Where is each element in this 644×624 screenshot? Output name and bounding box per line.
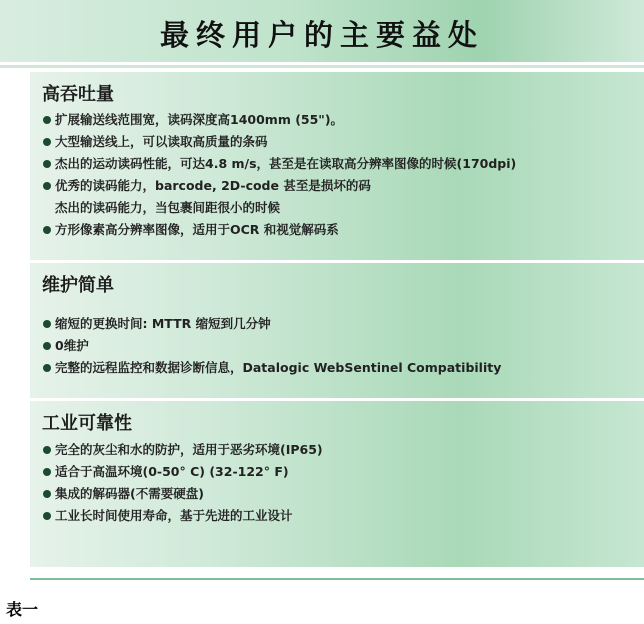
bullet-list: [42, 439, 644, 527]
list-item: 扩展输送线范围宽，读码深度高1400mm (55")。: [42, 109, 644, 131]
section-heading: 工业可靠性: [42, 413, 132, 434]
list-item: 集成的解码器(不需要硬盘): [42, 483, 644, 505]
list-item: 优秀的读码能力，barcode, 2D-code 甚至是损坏的码: [42, 175, 644, 197]
section-heading: 高吞吐量: [42, 84, 114, 105]
bullet-icon: [43, 342, 51, 350]
list-item: 缩短的更换时间: MTTR 缩短到几分钟: [42, 313, 644, 335]
bullet-list: [42, 313, 644, 379]
section-high-throughput: [30, 72, 644, 260]
list-item: 工业长时间使用寿命，基于先进的工业设计: [42, 505, 644, 527]
list-item: 大型输送线上，可以读取高质量的条码: [42, 131, 644, 153]
bullet-icon: [43, 116, 51, 124]
bottom-rule: [30, 578, 644, 580]
bullet-icon: [43, 320, 51, 328]
list-item: 适合于高温环境(0-50° C) (32-122° F): [42, 461, 644, 483]
bullet-icon: [43, 512, 51, 520]
title-banner: [0, 0, 644, 64]
list-item: 方形像素高分辨率图像，适用于OCR 和视觉解码系: [42, 219, 644, 241]
bullet-icon: [43, 138, 51, 146]
bullet-icon: [43, 490, 51, 498]
bullet-icon: [43, 160, 51, 168]
bullet-icon: [43, 364, 51, 372]
section-industrial-reliability: [30, 401, 644, 567]
list-item: 杰出的运动读码性能，可达4.8 m/s，甚至是在读取高分辨率图像的时候(170dpi): [42, 153, 644, 175]
bullet-list: [42, 109, 644, 241]
table-caption: 表一: [6, 600, 39, 619]
bullet-icon: [43, 226, 51, 234]
list-item: 完整的远程监控和数据诊断信息，Datalogic WebSentinel Compatibility: [42, 357, 644, 379]
bullet-icon: [43, 468, 51, 476]
bullet-icon: [43, 182, 51, 190]
list-item: 0维护: [42, 335, 644, 357]
list-item: 完全的灰尘和水的防护，适用于恶劣环境(IP65): [42, 439, 644, 461]
bullet-icon: [43, 446, 51, 454]
page-title: 最终用户的主要益处: [159, 18, 484, 52]
section-easy-maintenance: [30, 263, 644, 398]
list-item-continuation: 杰出的读码能力，当包裹间距很小的时候: [55, 200, 281, 215]
section-heading: 维护简单: [42, 275, 114, 296]
